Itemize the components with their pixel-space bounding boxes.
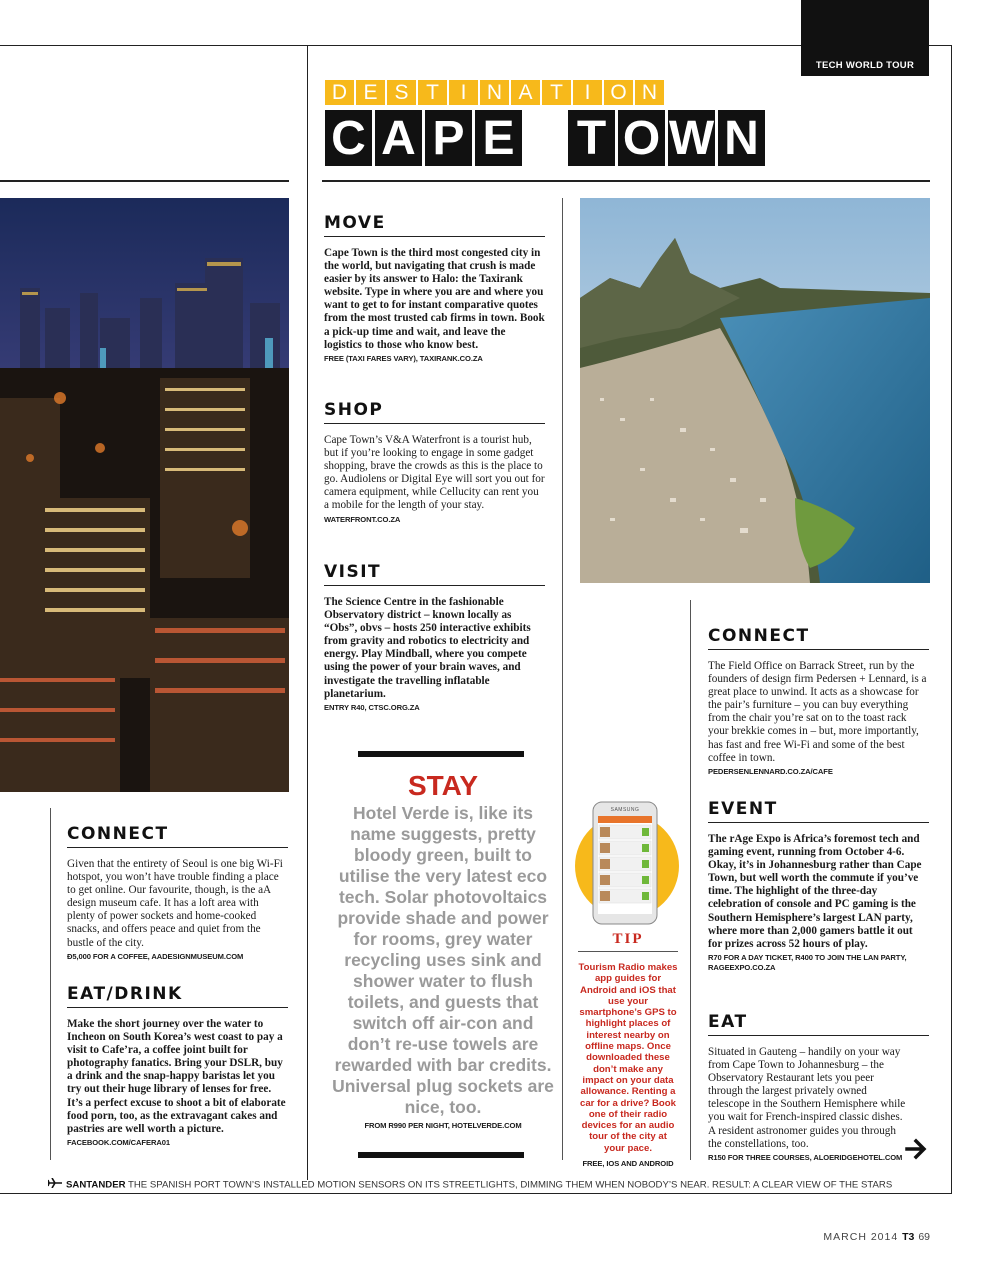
eat-drink-text: Make the short journey over the water to Incheon on South Korea’s west coast to pay a visit to Cafe’ra, a coffee joint built for photography fanatics. Bring your DSLR, buy a drink and the snap-happy baristas let you try out their huge library of lenses for free. It’s a perfect excuse to shoot a bit of elaborate food porn, too, as the extravagant cakes and pastries are well worth a picture. xyxy=(67,1018,286,1135)
destination-letter: S xyxy=(387,80,416,105)
event-section xyxy=(708,799,929,973)
eat-section xyxy=(708,1012,929,1163)
footer-rule xyxy=(0,1193,952,1194)
stay-bottom-bar xyxy=(358,1152,524,1158)
folio-page-number: 69 xyxy=(918,1231,930,1243)
seoul-city-photo xyxy=(0,198,289,792)
shop-meta: WATERFRONT.CO.ZA xyxy=(324,514,401,524)
move-text: Cape Town is the third most congested city in the world, but navigating that crush is made easier by its answer to Halo: the Taxirank website. Type in where you are and where you want to get to for instant comparative quotes from the most trusted cab firms in town. Book a pick-up time and wait, and leave the logistics to those who know best. xyxy=(324,247,545,351)
destination-letter: E xyxy=(356,80,385,105)
shop-text: Cape Town’s V&A Waterfront is a tourist hub, but if you’re looking to engage in some gadget shopping, brave the crowds as this is the place to go. Audiolens or Digital Eye will sort you out for camera equipment, while Cellucity can rent you a mobile for the length of your stay. xyxy=(324,434,545,512)
city-title xyxy=(325,110,765,166)
visit-section xyxy=(324,562,545,713)
shop-heading: SHOP xyxy=(324,400,545,424)
right-header-rule xyxy=(322,180,930,182)
destination-letter: A xyxy=(511,80,540,105)
destination-title xyxy=(325,80,664,105)
folio xyxy=(780,1231,930,1243)
destination-letter: N xyxy=(635,80,664,105)
city-letter: W xyxy=(668,112,715,165)
tip-phone-graphic xyxy=(573,800,681,925)
eat-drink-section xyxy=(67,984,288,1148)
move-meta: FREE (TAXI FARES VARY), TAXIRANK.CO.ZA xyxy=(324,353,483,363)
plane-icon xyxy=(48,1178,62,1192)
city-letter: E xyxy=(475,110,522,166)
tip-meta: FREE, IOS AND ANDROID xyxy=(582,1159,674,1169)
stay-section xyxy=(330,770,556,1131)
stay-heading: STAY xyxy=(407,770,479,801)
seoul-connect-text: Given that the entirety of Seoul is one big Wi-Fi hotspot, you won’t have trouble finding a place to get online. Our favourite, though, is the aA design museum cafe. It has a loft area with plenty of power sockets and home-cooked snacks, and offers peace and quiet from the bustle of the city. xyxy=(67,858,283,949)
move-heading: MOVE xyxy=(324,213,545,237)
shop-section xyxy=(324,400,545,525)
ct-connect-text: The Field Office on Barrack Street, run by the founders of design firm Pedersen + Lennard, is a great place to unwind. It acts as a showcase for the pair’s furniture – you can buy everything from the chair you’re sat on to the toast rack your brekkie comes in – but, more importantly, has fast and free Wi-Fi and some of the best coffee in town. xyxy=(708,660,927,764)
visit-heading: VISIT xyxy=(324,562,545,586)
footer-strap xyxy=(48,1178,948,1192)
left-header-rule xyxy=(0,180,289,182)
move-section xyxy=(324,213,545,364)
stay-top-bar xyxy=(358,751,524,757)
visit-text: The Science Centre in the fashionable Observatory district – known locally as “Obs”, obvs – hosts 250 interactive exhibits from gravity and robotics to electricity and energy. Play Mindball, where you compete using the power of your brain waves, and investigate the travelling inflatable planetarium. xyxy=(324,596,531,700)
visit-meta: ENTRY R40, CTSC.ORG.ZA xyxy=(324,702,420,712)
destination-letter: N xyxy=(480,80,509,105)
seoul-connect-heading: CONNECT xyxy=(67,824,288,848)
ct-connect-section xyxy=(708,626,929,777)
event-meta: R70 FOR A DAY TICKET, R400 TO JOIN THE LAN PARTY, RAGEEXPO.CO.ZA xyxy=(708,952,907,972)
city-letter: O xyxy=(618,110,665,166)
tip-heading: TIP xyxy=(578,931,678,952)
destination-letter: I xyxy=(573,80,602,105)
eat-meta: R150 FOR THREE COURSES, ALOERIDGEHOTEL.COM xyxy=(708,1152,903,1162)
eat-heading: EAT xyxy=(708,1012,929,1036)
city-letter: T xyxy=(568,110,615,166)
destination-letter: T xyxy=(542,80,571,105)
section-tab-label: TECH WORLD TOUR xyxy=(815,60,915,71)
tip-section xyxy=(578,931,678,1169)
folio-month: MARCH 2014 xyxy=(823,1231,899,1243)
cape-town-aerial-photo xyxy=(580,198,930,583)
col3-divider xyxy=(690,600,691,1160)
footer-strap-text: THE SPANISH PORT TOWN’S INSTALLED MOTION SENSORS ON ITS STREETLIGHTS, DIMMING THEM WHEN NOBODY’S NEAR. RESULT: A CLEAR VIEW OF THE STARS xyxy=(128,1179,893,1191)
eat-text: Situated in Gauteng – handily on your way from Cape Town to Johannesburg – the Observatory Restaurant lets you peer through the largest privately owned telescope in the Southern Hemisphere while you wait for French-inspired classic dishes. A resident astronomer guides you through the constellations, too. xyxy=(708,1046,906,1150)
section-tab xyxy=(801,0,929,76)
city-letter: A xyxy=(375,110,422,166)
col2-divider xyxy=(562,198,563,1160)
seoul-connect-meta: Đ5,000 FOR A COFFEE, AADESIGNMUSEUM.COM xyxy=(67,951,244,961)
destination-letter: I xyxy=(449,80,478,105)
destination-letter: D xyxy=(325,80,354,105)
tip-text: Tourism Radio makes app guides for Android and iOS that use your smartphone’s GPS to highlight places of interest nearby on offline maps. Once downloaded these don’t make any impact on your data allowance. Renting a car for a drive? Book one of their radio devices for an audio tour of the city at your pace. xyxy=(578,962,678,1154)
event-heading: EVENT xyxy=(708,799,929,823)
event-text: The rAge Expo is Africa’s foremost tech and gaming event, running from October 4-6. Okay, it’s in Johannesburg rather than Cape Town, but well worth the commute if you’ve time. The highlight of the three-day celebration of console and PC gaming is the Southern Hemisphere’s largest LAN party, where more than 2,000 gamers battle it out for prizes across 52 hours of play. xyxy=(708,833,922,950)
center-divider xyxy=(307,45,308,1180)
city-word-gap xyxy=(525,110,565,166)
ct-connect-heading: CONNECT xyxy=(708,626,929,650)
continue-arrow-icon xyxy=(905,1138,929,1165)
stay-meta: FROM R990 PER NIGHT, HOTELVERDE.COM xyxy=(364,1121,522,1130)
seoul-box-left xyxy=(50,808,51,1160)
footer-strap-label: SANTANDER xyxy=(66,1179,126,1191)
city-letter: N xyxy=(718,110,765,166)
city-letter: C xyxy=(325,110,372,166)
phone-brand-label: SAMSUNG xyxy=(610,807,640,813)
destination-letter: T xyxy=(418,80,447,105)
seoul-connect-section xyxy=(67,824,288,962)
right-rule xyxy=(951,45,952,1193)
stay-text: Hotel Verde is, like its name suggests, pretty bloody green, built to utilise the very latest eco tech. Solar photovoltaics provide shade and power for rooms, grey water recycling uses sink and shower water to flush toilets, and guests that switch off air-con and don’t re-use towels are rewarded with bar credits. Universal plug sockets are nice, too. xyxy=(332,803,554,1117)
ct-connect-meta: PEDERSENLENNARD.CO.ZA/CAFE xyxy=(708,766,833,776)
eat-drink-meta: FACEBOOK.COM/CAFERA01 xyxy=(67,1137,170,1147)
folio-magazine: T3 xyxy=(902,1231,915,1243)
city-letter: P xyxy=(425,110,472,166)
destination-letter: O xyxy=(604,80,633,105)
eat-drink-heading: EAT/DRINK xyxy=(67,984,288,1008)
